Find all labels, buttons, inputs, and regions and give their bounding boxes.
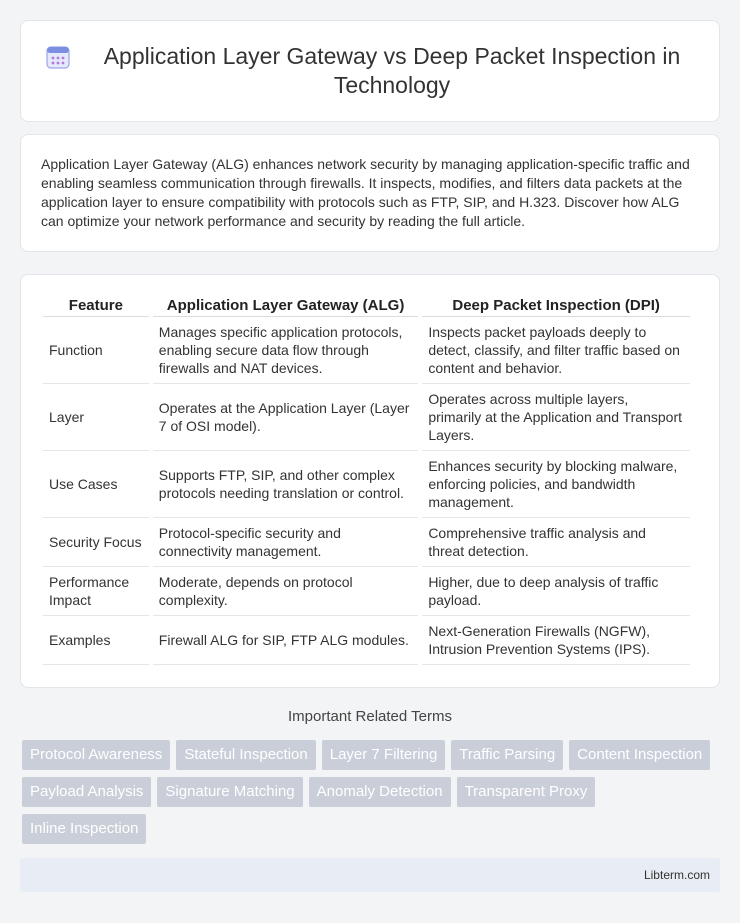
cell-alg: Operates at the Application Layer (Layer 7 of OSI model).: [153, 384, 419, 451]
cell-alg: Protocol-specific security and connectivity management.: [153, 518, 419, 567]
cell-feature: Security Focus: [43, 518, 149, 567]
table-row: [43, 451, 690, 518]
table-header-row: [43, 295, 690, 317]
cell-alg: Supports FTP, SIP, and other complex protocols needing translation or control.: [153, 451, 419, 518]
cell-alg: Firewall ALG for SIP, FTP ALG modules.: [153, 616, 419, 665]
cell-dpi: Enhances security by blocking malware, enforcing policies, and bandwidth management.: [422, 451, 690, 518]
header-card: [20, 20, 720, 122]
cell-dpi: Operates across multiple layers, primarily at the Application and Transport Layers.: [422, 384, 690, 451]
footer: [20, 858, 720, 892]
term-tag[interactable]: Protocol Awareness: [22, 740, 170, 770]
calendar-icon: [45, 44, 71, 70]
table-row: [43, 616, 690, 665]
table-row: [43, 567, 690, 616]
term-tag[interactable]: Traffic Parsing: [451, 740, 563, 770]
header: [45, 42, 695, 100]
term-tag[interactable]: Stateful Inspection: [176, 740, 315, 770]
term-tag[interactable]: Transparent Proxy: [457, 777, 596, 807]
column-header-alg: Application Layer Gateway (ALG): [153, 295, 419, 317]
term-tag[interactable]: Signature Matching: [157, 777, 302, 807]
cell-feature: Performance Impact: [43, 567, 149, 616]
comparison-card: [20, 274, 720, 688]
related-terms-list: [22, 740, 722, 844]
footer-site-link[interactable]: Libterm.com: [643, 868, 710, 882]
cell-dpi: Higher, due to deep analysis of traffic payload.: [422, 567, 690, 616]
comparison-table: [39, 295, 694, 665]
term-tag[interactable]: Content Inspection: [569, 740, 710, 770]
column-header-feature: Feature: [43, 295, 149, 317]
intro-paragraph: Application Layer Gateway (ALG) enhances network security by managing application-specific traffic and enabling seamless communication through firewalls. It inspects, modifies, and filters data packets at the application layer to ensure compatibility with protocols such as FTP, SIP, and H.323. Discover how ALG can optimize your network performance and security by reading the full article.: [41, 156, 690, 229]
related-terms-title: Important Related Terms: [288, 708, 452, 725]
page-title: Application Layer Gateway vs Deep Packet Inspection in Technology: [103, 43, 681, 98]
cell-dpi: Comprehensive traffic analysis and threat detection.: [422, 518, 690, 567]
intro-card: [20, 134, 720, 252]
cell-feature: Examples: [43, 616, 149, 665]
cell-alg: Manages specific application protocols, enabling secure data flow through firewalls and NAT devices.: [153, 317, 419, 384]
table-row: [43, 518, 690, 567]
column-header-dpi: Deep Packet Inspection (DPI): [422, 295, 690, 317]
cell-feature: Layer: [43, 384, 149, 451]
term-tag[interactable]: Payload Analysis: [22, 777, 151, 807]
term-tag[interactable]: Anomaly Detection: [309, 777, 451, 807]
term-tag[interactable]: Layer 7 Filtering: [322, 740, 446, 770]
cell-feature: Function: [43, 317, 149, 384]
cell-dpi: Next-Generation Firewalls (NGFW), Intrusion Prevention Systems (IPS).: [422, 616, 690, 665]
table-row: [43, 384, 690, 451]
cell-dpi: Inspects packet payloads deeply to detect, classify, and filter traffic based on content and behavior.: [422, 317, 690, 384]
term-tag[interactable]: Inline Inspection: [22, 814, 146, 844]
table-row: [43, 317, 690, 384]
cell-feature: Use Cases: [43, 451, 149, 518]
cell-alg: Moderate, depends on protocol complexity.: [153, 567, 419, 616]
